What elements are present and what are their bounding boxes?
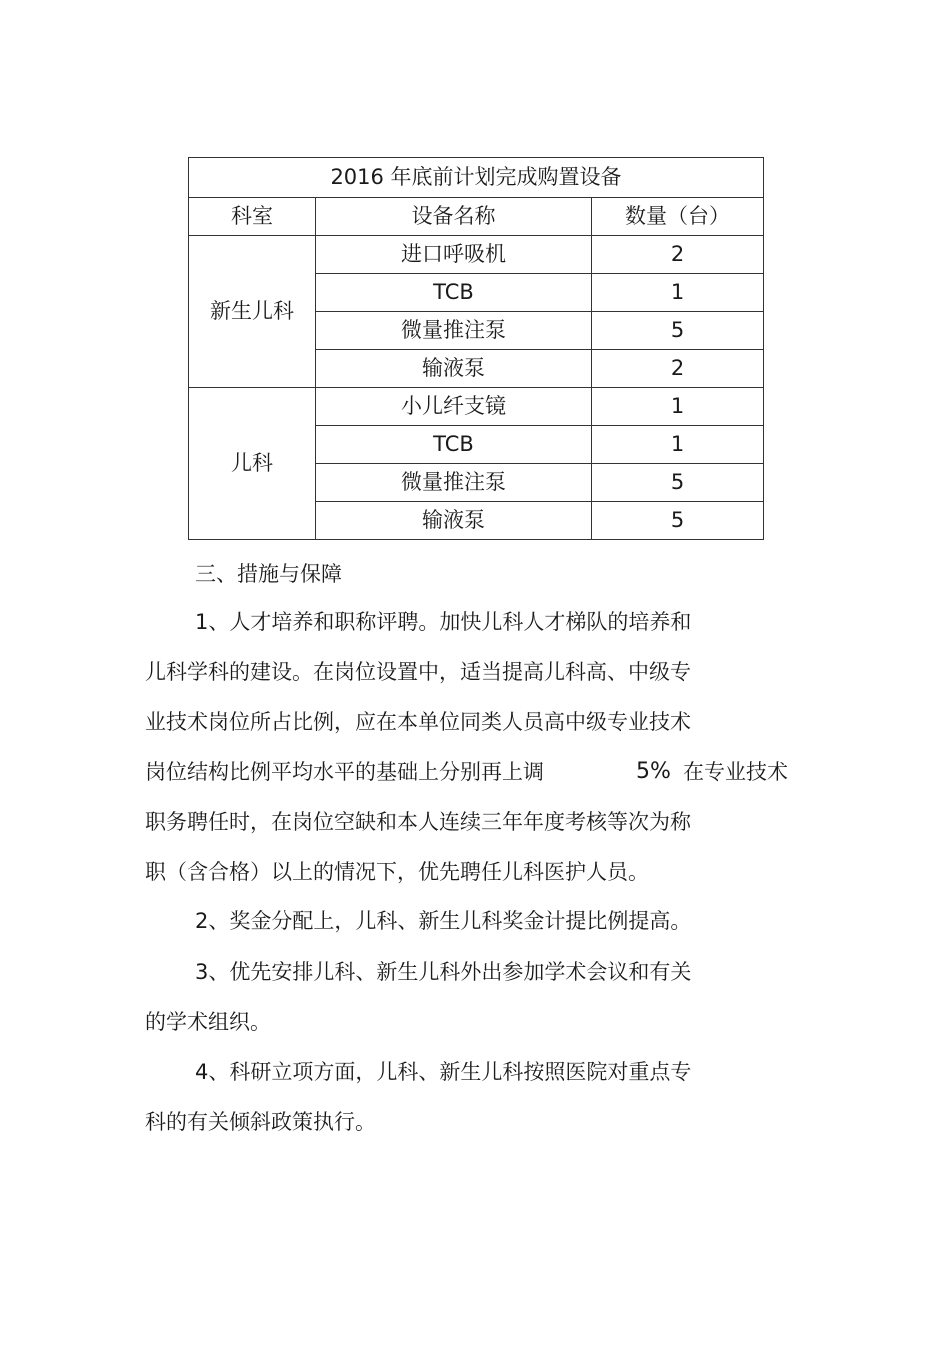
quantity-cell: 2 — [592, 350, 764, 388]
column-header-quantity: 数量（台） — [592, 198, 764, 236]
column-header-dept: 科室 — [189, 198, 316, 236]
paragraph-1-line-4-tail: 在专业技术 — [683, 760, 788, 784]
quantity-cell: 2 — [592, 236, 764, 274]
paragraph-4-line-1: 4、科研立项方面，儿科、新生儿科按照医院对重点专 — [195, 1060, 692, 1084]
section-heading: 三、措施与保障 — [195, 562, 342, 586]
column-header-equipment: 设备名称 — [316, 198, 592, 236]
quantity-cell: 5 — [592, 502, 764, 540]
quantity-cell: 1 — [592, 426, 764, 464]
equipment-table — [188, 157, 764, 540]
paragraph-3-line-1: 3、优先安排儿科、新生儿科外出参加学术会议和有关 — [195, 960, 692, 984]
quantity-cell: 1 — [592, 274, 764, 312]
paragraph-1-line-2: 儿科学科的建设。在岗位设置中，适当提高儿科高、中级专 — [145, 660, 691, 684]
table-row — [189, 236, 764, 274]
paragraph-2-line-1: 2、奖金分配上，儿科、新生儿科奖金计提比例提高。 — [195, 909, 692, 933]
quantity-cell: 1 — [592, 388, 764, 426]
paragraph-4-line-2: 科的有关倾斜政策执行。 — [145, 1110, 376, 1134]
equipment-name-cell: 输液泵 — [316, 350, 592, 388]
paragraph-1-line-4-text: 岗位结构比例平均水平的基础上分别再上调 — [145, 760, 544, 784]
paragraph-1-line-6: 职（含合格）以上的情况下，优先聘任儿科医护人员。 — [145, 860, 649, 884]
paragraph-1-line-4 — [145, 757, 544, 787]
dept-cell: 新生儿科 — [189, 236, 316, 388]
table-header-row — [189, 198, 764, 236]
table-title: 2016 年底前计划完成购置设备 — [189, 158, 764, 198]
percentage-value: 5% — [636, 759, 671, 784]
equipment-name-cell: 小儿纤支镜 — [316, 388, 592, 426]
paragraph-3-line-2: 的学术组织。 — [145, 1010, 271, 1034]
paragraph-1-line-5: 职务聘任时，在岗位空缺和本人连续三年年度考核等次为称 — [145, 810, 691, 834]
quantity-cell: 5 — [592, 312, 764, 350]
table-row — [189, 388, 764, 426]
equipment-name-cell: 进口呼吸机 — [316, 236, 592, 274]
equipment-name-cell: TCB — [316, 274, 592, 312]
quantity-cell: 5 — [592, 464, 764, 502]
paragraph-1-line-3: 业技术岗位所占比例，应在本单位同类人员高中级专业技术 — [145, 710, 691, 734]
equipment-name-cell: 微量推注泵 — [316, 464, 592, 502]
equipment-name-cell: 输液泵 — [316, 502, 592, 540]
equipment-name-cell: TCB — [316, 426, 592, 464]
equipment-name-cell: 微量推注泵 — [316, 312, 592, 350]
dept-cell: 儿科 — [189, 388, 316, 540]
paragraph-1-line-1: 1、人才培养和职称评聘。加快儿科人才梯队的培养和 — [195, 610, 692, 634]
